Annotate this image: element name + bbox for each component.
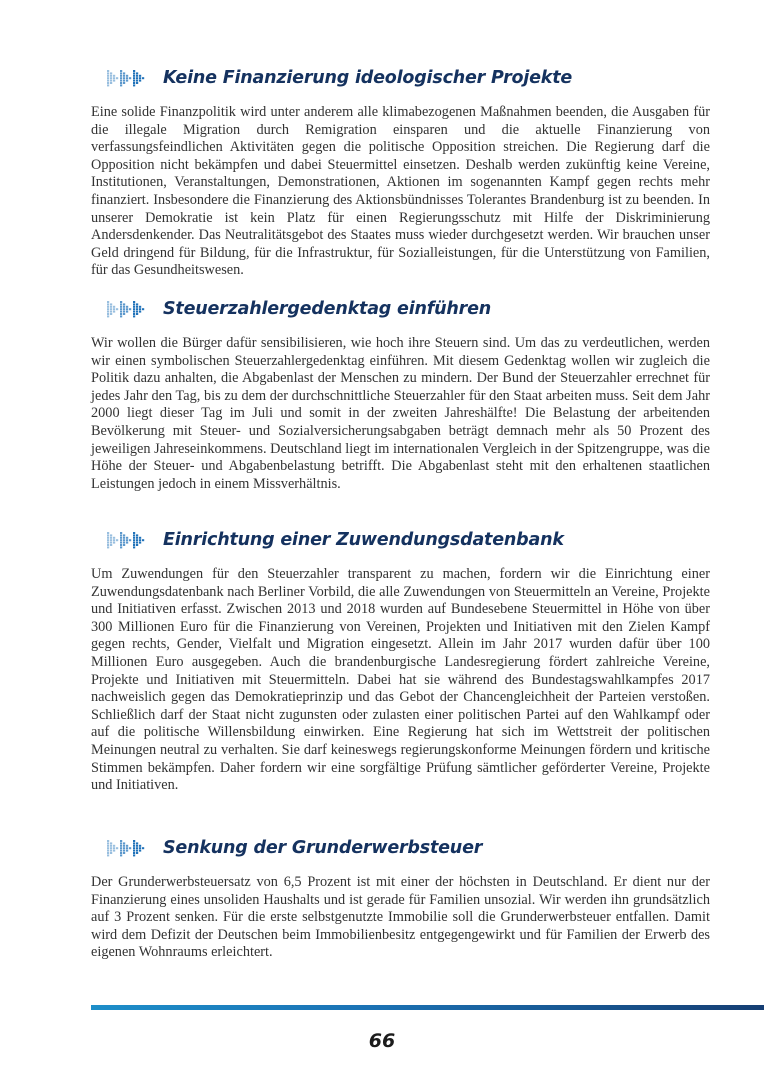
section-paragraph: Um Zuwendungen für den Steuerzahler transparent zu machen, fordern wir die Einrichtung einer Zuwendungsdatenbank nach Berliner Vorbild, die alle Zuwendungen von Steuermitteln an Vereine, Projekte und Initiativen erfasst. Zwischen 2013 und 2018 wurden auf Bundesebene Steuermittel in Höhe von über 300 Millionen Euro für die Finanzierung von Vereinen, Projekten und Initiativen mit den Zielen Kampf gegen rechts, Gender, Vielfalt und Migration eingesetzt. Allein im Jahr 2017 wurden dafür über 100 Millionen Euro ausgegeben. Auch die brandenburgische Landesregierung fördert zahlreiche Vereine, Projekte und Initiativen mit Steuermitteln. Dabei hat sie während des Bundestagswahlkampfes 2017 nachweislich gegen das Demokratieprinzip und das Gebot der Chancengleichheit der Parteien verstoßen. Schließlich darf der Staat nicht zugunsten oder zulasten einer politischen Partei auf den Wahlkampf oder auf die politische Willensbildung einwirken. Eine Regierung hat sich im Wettstreit der politischen Meinungen neutral zu verhalten. Sie darf keineswegs regierungskonforme Meinungen fördern und kritische Stimmen bekämpfen. Daher fordern wir eine sorgfältige Prüfung sämtlicher geförderter Vereine, Projekte und Initiativen. [91, 566, 710, 794]
chevron-arrows-icon [107, 299, 153, 319]
section-title: Senkung der Grunderwerbsteuer [163, 838, 483, 858]
section-taxpayer-day [91, 297, 710, 493]
section-land-transfer-tax [91, 836, 710, 962]
footer-divider [91, 1005, 764, 1010]
section-paragraph: Der Grunderwerbsteuersatz von 6,5 Prozent ist mit einer der höchsten in Deutschland. Er dient nur der Finanzierung eines unsoliden Haushalts und ist gerade für Familien unsozial. Wir werden ihn grundsätzlich auf 3 Prozent senken. Für die erste selbstgenutzte Immobilie soll die Grunderwerbsteuer entfallen. Damit wird dem Defizit der Deutschen beim Immobilienbesitz entgegengewirkt und für Familien der Erwerb des eigenen Wohnraums erleichtert. [91, 874, 710, 961]
section-heading [91, 528, 710, 554]
section-paragraph: Wir wollen die Bürger dafür sensibilisieren, wie hoch ihre Steuern sind. Um das zu verdeutlichen, werden wir einen symbolischen Steuerzahlergedenktag einführen. Mit diesem Gedenktag wollen wir zugleich die Politik dazu anhalten, die Abgabenlast der Menschen zu mindern. Der Bund der Steuerzahler errechnet für jedes Jahr den Tag, bis zu dem der durchschnittliche Steuerzahler für den Staat arbeiten muss. Seit dem Jahr 2000 liegt dieser Tag im Juli und somit in der zweiten Jahreshälfte! Die Belastung der arbeitenden Bevölkerung mit Steuer- und Sozialversicherungsabgaben beträgt demnach mehr als 50 Prozent des jeweiligen Jahreseinkommens. Deutschland liegt im internationalen Vergleich in der Spitzengruppe, was die Höhe der Steuer- und Abgabenbelastung betrifft. Die Abgabenlast steht mit den erhaltenen staatlichen Leistungen jedoch in einem Missverhältnis. [91, 335, 710, 492]
section-title: Keine Finanzierung ideologischer Projekte [163, 68, 573, 88]
section-title: Einrichtung einer Zuwendungsdatenbank [163, 530, 564, 550]
page-number: 66 [368, 1030, 396, 1052]
chevron-arrows-icon [107, 530, 153, 550]
section-paragraph: Eine solide Finanzpolitik wird unter anderem alle klimabezogenen Maßnahmen beenden, die Ausgaben für die illegale Migration durch Remigration einsparen und die aktuelle Finanzierung von verfassungsfeindlichen Aktivitäten gegen die politische Opposition streichen. Die Regierung darf die Opposition nicht bekämpfen und dabei Steuermittel einsetzen. Deshalb werden zukünftig keine Vereine, Institutionen, Veranstaltungen, Demonstrationen, Aktionen im sogenannten Kampf gegen rechts mehr finanziert. Insbesondere die Finanzierung des Aktionsbündnisses Tolerantes Brandenburg ist zu beenden. In unserer Demokratie ist kein Platz für einen Regierungsschutz mit Hilfe der Diskriminierung Andersdenkender. Das Neutralitätsgebot des Staates muss wieder durchgesetzt werden. Wir brauchen unser Geld dringend für Bildung, für die Infrastruktur, für Sozialleistungen, für die Unterstützung von Familien, für das Gesundheitswesen. [91, 104, 710, 279]
section-heading [91, 66, 710, 92]
section-heading [91, 836, 710, 862]
section-heading [91, 297, 710, 323]
section-title: Steuerzahlergedenktag einführen [163, 299, 492, 319]
section-grants-database [91, 528, 710, 795]
chevron-arrows-icon [107, 68, 153, 88]
section-ideological-projects [91, 66, 710, 280]
chevron-arrows-icon [107, 838, 153, 858]
